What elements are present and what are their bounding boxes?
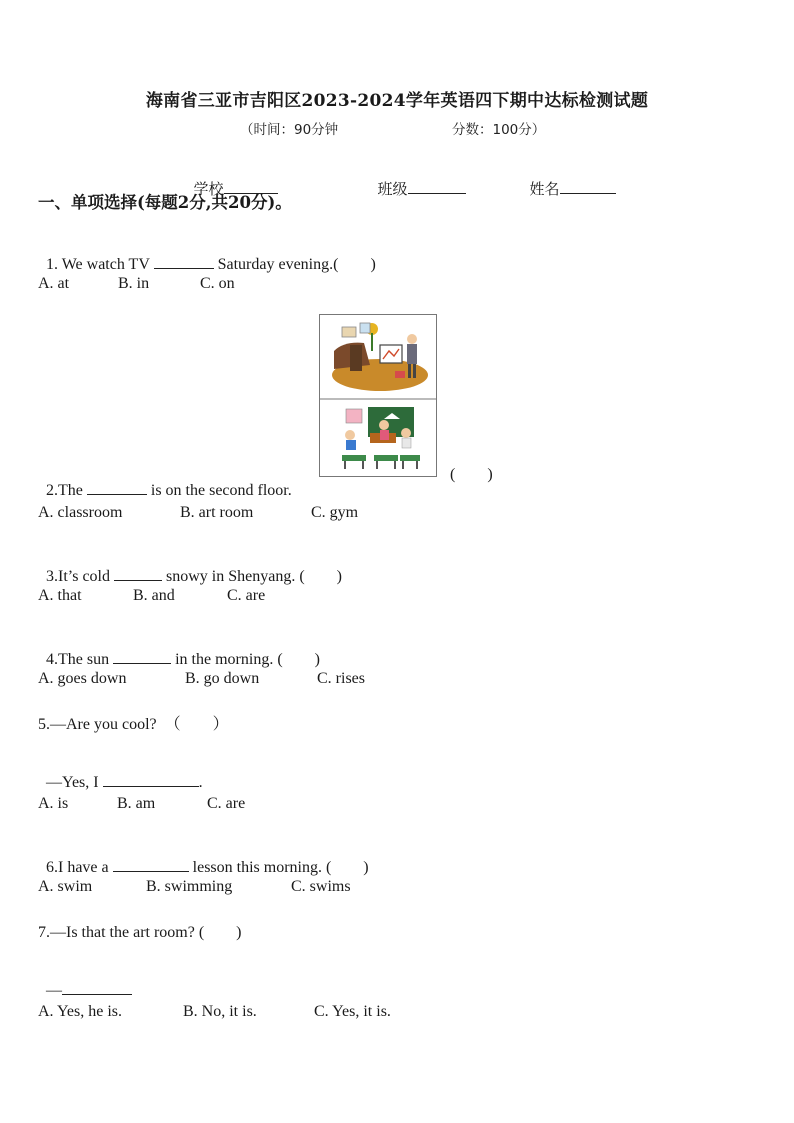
question-2-stem: 2.The (46, 482, 87, 499)
name-field (520, 160, 616, 199)
question-1-stem: 1. We watch TV (46, 256, 154, 273)
question-4-stem: 4.The sun (46, 651, 114, 668)
name-label: 姓名 (529, 180, 560, 198)
option-c[interactable]: C. are (207, 795, 246, 812)
question-6-stem-end: lesson this morning. ( ) (188, 859, 369, 876)
question-7-line-2 (38, 961, 132, 1000)
question-3-stem: 3.It’s cold (46, 568, 114, 585)
question-7-reply: — (46, 982, 62, 999)
school-label: 学校 (193, 180, 224, 198)
question-5-reply-end: . (198, 774, 203, 791)
question-2-stem-end: is on the second floor. (146, 482, 292, 499)
classroom-illustration-icon (342, 407, 420, 469)
question-2 (38, 461, 292, 500)
option-c[interactable]: C. gym (311, 504, 359, 521)
question-1-stem-end: Saturday evening.( ) (213, 256, 376, 273)
option-a[interactable]: A. at (38, 275, 70, 292)
option-a[interactable]: A. Yes, he is. (38, 1003, 123, 1020)
question-1 (38, 233, 376, 274)
option-b[interactable]: B. No, it is. (183, 1003, 257, 1020)
option-b[interactable]: B. and (133, 587, 175, 604)
option-b[interactable]: B. in (118, 275, 150, 292)
page-title: 海南省三亚市吉阳区2023-2024学年英语四下期中达标检测试题 (145, 91, 649, 111)
option-a[interactable]: A. that (38, 587, 82, 604)
answer-blank[interactable] (62, 979, 132, 995)
class-label: 班级 (377, 180, 408, 198)
answer-blank[interactable] (103, 771, 199, 787)
answer-blank[interactable] (87, 479, 147, 495)
question-4 (38, 628, 320, 669)
question-3 (38, 545, 342, 586)
exam-score: 分数：100分） (452, 122, 546, 138)
answer-blank[interactable] (114, 565, 162, 581)
class-field (368, 160, 466, 199)
figure-illustrations (320, 315, 436, 476)
name-blank[interactable] (560, 179, 616, 194)
art-room-illustration-icon (320, 315, 436, 397)
section-title: 一、单项选择(每题2分,共20分)。 (38, 193, 292, 212)
option-b[interactable]: B. go down (185, 670, 260, 687)
option-b[interactable]: B. swimming (146, 878, 233, 895)
question-2-answer-paren[interactable]: ( ) (450, 466, 493, 483)
option-c[interactable]: C. on (200, 275, 235, 292)
question-5-line-2 (38, 753, 203, 792)
option-c[interactable]: C. Yes, it is. (314, 1003, 391, 1020)
answer-blank[interactable] (113, 648, 171, 664)
option-c[interactable]: C. swims (291, 878, 351, 895)
question-6 (38, 836, 369, 877)
answer-blank[interactable] (154, 253, 214, 269)
option-a[interactable]: A. is (38, 795, 69, 812)
option-c[interactable]: C. rises (317, 670, 365, 687)
option-a[interactable]: A. classroom (38, 504, 123, 521)
class-blank[interactable] (408, 179, 466, 194)
question-5-reply: —Yes, I (46, 774, 103, 791)
option-b[interactable]: B. art room (180, 504, 254, 521)
exam-time: （时间：90分钟 (240, 122, 339, 138)
option-a[interactable]: A. goes down (38, 670, 127, 687)
question-3-stem-end: snowy in Shenyang. ( ) (162, 568, 342, 585)
option-c[interactable]: C. are (227, 587, 266, 604)
answer-blank[interactable] (113, 856, 189, 872)
question-4-stem-end: in the morning. ( ) (171, 651, 320, 668)
question-7: 7.—Is that the art room? ( ) (38, 924, 242, 941)
question-5: 5.—Are you cool? （ ） (38, 716, 229, 733)
option-b[interactable]: B. am (117, 795, 156, 812)
question-2-figure (319, 314, 437, 477)
question-6-stem: 6.I have a (46, 859, 113, 876)
option-a[interactable]: A. swim (38, 878, 93, 895)
